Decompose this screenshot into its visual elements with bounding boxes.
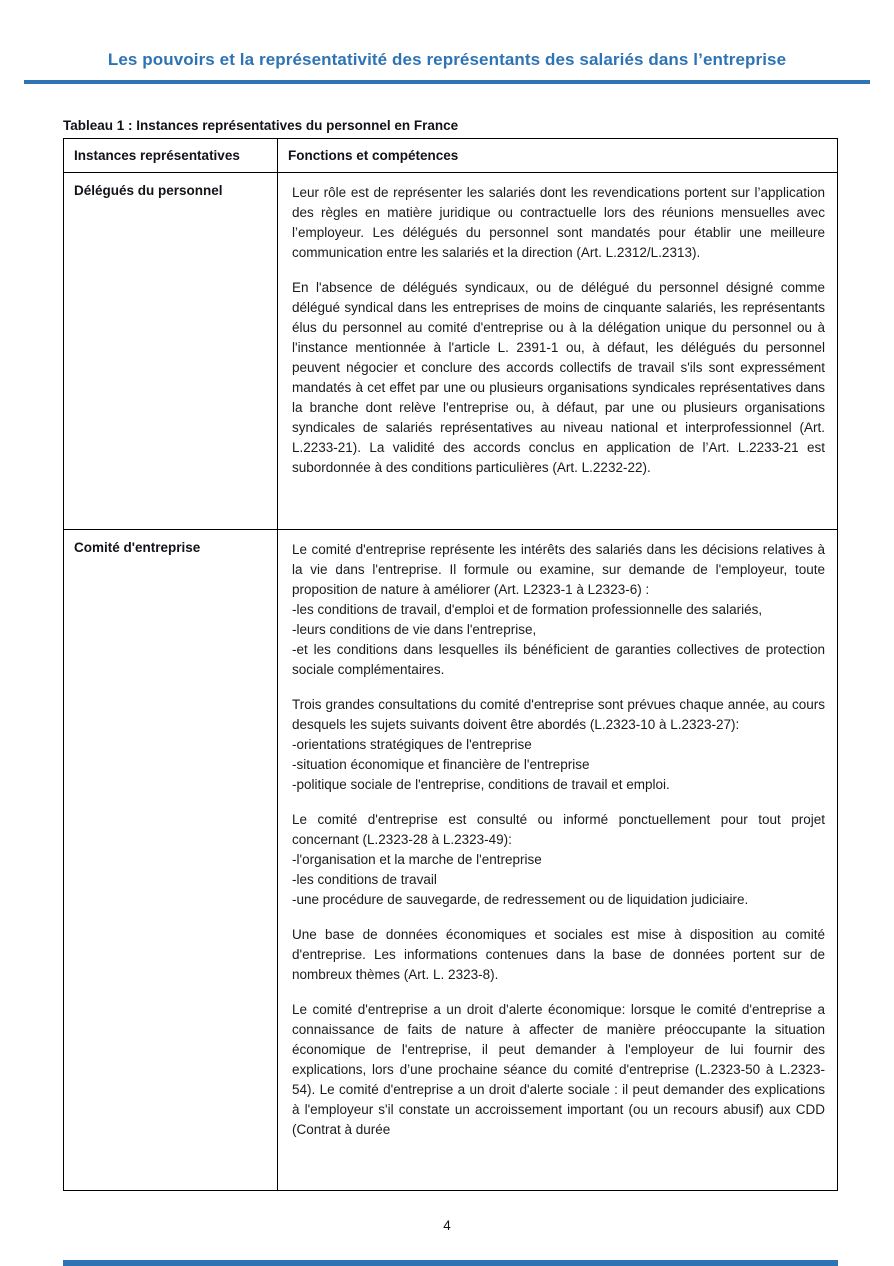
- table-row: [64, 530, 838, 1191]
- paragraph-block: [292, 695, 825, 795]
- column-header-instances: Instances représentatives: [64, 139, 278, 173]
- paragraph-line: -les conditions de travail, d'emploi et de formation professionnelle des salariés,: [292, 602, 763, 617]
- paragraph-line: Une base de données économiques et sociales est mise à disposition au comité d'entreprise. Les informations contenues dans la base de données portent sur de nombreux thèmes (Art. L. 2323-8).: [292, 927, 825, 982]
- paragraph-block: [292, 810, 825, 910]
- paragraph-line: En l'absence de délégués syndicaux, ou de délégué du personnel désigné comme délégué syndical dans les entreprises de moins de cinquante salariés, les représentants élus du personnel au comité d'entreprise ou à la délégation unique du personnel ou à l'instance mentionnée à l'article L. 2391-1 ou, à défaut, les délégués du personnel peuvent négocier et conclure des accords collectifs de travail s'ils sont expressément mandatés à cet effet par une ou plusieurs organisations syndicales représentatives dans la branche dont relève l'entreprise ou, à défaut, par une ou plusieurs organisations syndicales de salariés représentatives au niveau national et interprofessionnel (Art. L.2233-21). La validité des accords conclus en application de l’Art. L.2233-21 est subordonnée à des conditions particulières (Art. L.2232-22).: [292, 280, 825, 475]
- paragraph-line: -orientations stratégiques de l'entreprise: [292, 737, 532, 752]
- paragraph-line: Le comité d'entreprise est consulté ou informé ponctuellement pour tout projet concernant (L.2323-28 à L.2323-49):: [292, 812, 825, 847]
- paragraph-line: Le comité d'entreprise a un droit d'alerte économique: lorsque le comité d'entreprise a connaissance de faits de nature à affecter de manière préoccupante la situation économique de l'entreprise, il peut demander à l'employeur de lui fournir des explications, lors d’une prochaine séance du comité d'entreprise (L.2323-50 à L.2323-54). Le comité d'entreprise a un droit d'alerte sociale : il peut demander des explications à l'employeur s'il constate un accroissement important (ou un recours abusif) aux CDD (Contrat à durée: [292, 1002, 825, 1137]
- paragraph-line: -et les conditions dans lesquelles ils bénéficient de garanties collectives de protection sociale complémentaires.: [292, 642, 825, 677]
- page-number: 4: [443, 1218, 451, 1233]
- footer-rule: [63, 1260, 838, 1266]
- paragraph-block: [292, 183, 825, 263]
- paragraph-block: [292, 925, 825, 985]
- paragraph-line: Le comité d'entreprise représente les intérêts des salariés dans les décisions relatives à la vie dans l'entreprise. Il formule ou examine, sur demande de l'employeur, toute proposition de nature à améliorer (Art. L2323-1 à L2323-6) :: [292, 542, 825, 597]
- paragraph-block: [292, 278, 825, 478]
- table-body: [64, 173, 838, 1191]
- table-row: [64, 173, 838, 530]
- paragraph-block: [292, 540, 825, 680]
- paragraph-line: Trois grandes consultations du comité d'entreprise sont prévues chaque année, au cours desquels les sujets suivants doivent être abordés (L.2323-10 à L.2323-27):: [292, 697, 825, 732]
- instance-name-cell: Délégués du personnel: [64, 173, 278, 530]
- paragraph-line: -situation économique et financière de l'entreprise: [292, 757, 590, 772]
- functions-cell: [278, 173, 838, 530]
- functions-cell: [278, 530, 838, 1191]
- paragraph-line: -leurs conditions de vie dans l'entreprise,: [292, 622, 537, 637]
- document-header: [0, 0, 894, 84]
- paragraph-line: -les conditions de travail: [292, 872, 437, 887]
- header-rule: [24, 80, 870, 84]
- representative-bodies-table: [63, 138, 838, 1191]
- paragraph-block: [292, 1000, 825, 1140]
- table-header-row: [64, 139, 838, 173]
- paragraph-line: Leur rôle est de représenter les salariés dont les revendications portent sur l’application des règles en matière juridique ou contractuelle lors des réunions mensuelles avec l’employeur. Les délégués du personnel sont mandatés pour établir une meilleure communication entre les salariés et la direction (Art. L.2312/L.2313).: [292, 185, 825, 260]
- paragraph-line: -politique sociale de l'entreprise, conditions de travail et emploi.: [292, 777, 670, 792]
- paragraph-line: -une procédure de sauvegarde, de redressement ou de liquidation judiciaire.: [292, 892, 749, 907]
- instance-name-cell: Comité d'entreprise: [64, 530, 278, 1191]
- table-caption: Tableau 1 : Instances représentatives du personnel en France: [63, 118, 459, 133]
- column-header-fonctions: Fonctions et compétences: [278, 139, 838, 173]
- paragraph-line: -l'organisation et la marche de l'entreprise: [292, 852, 542, 867]
- page-title: Les pouvoirs et la représentativité des représentants des salariés dans l’entreprise: [107, 50, 787, 69]
- table-header: [64, 139, 838, 173]
